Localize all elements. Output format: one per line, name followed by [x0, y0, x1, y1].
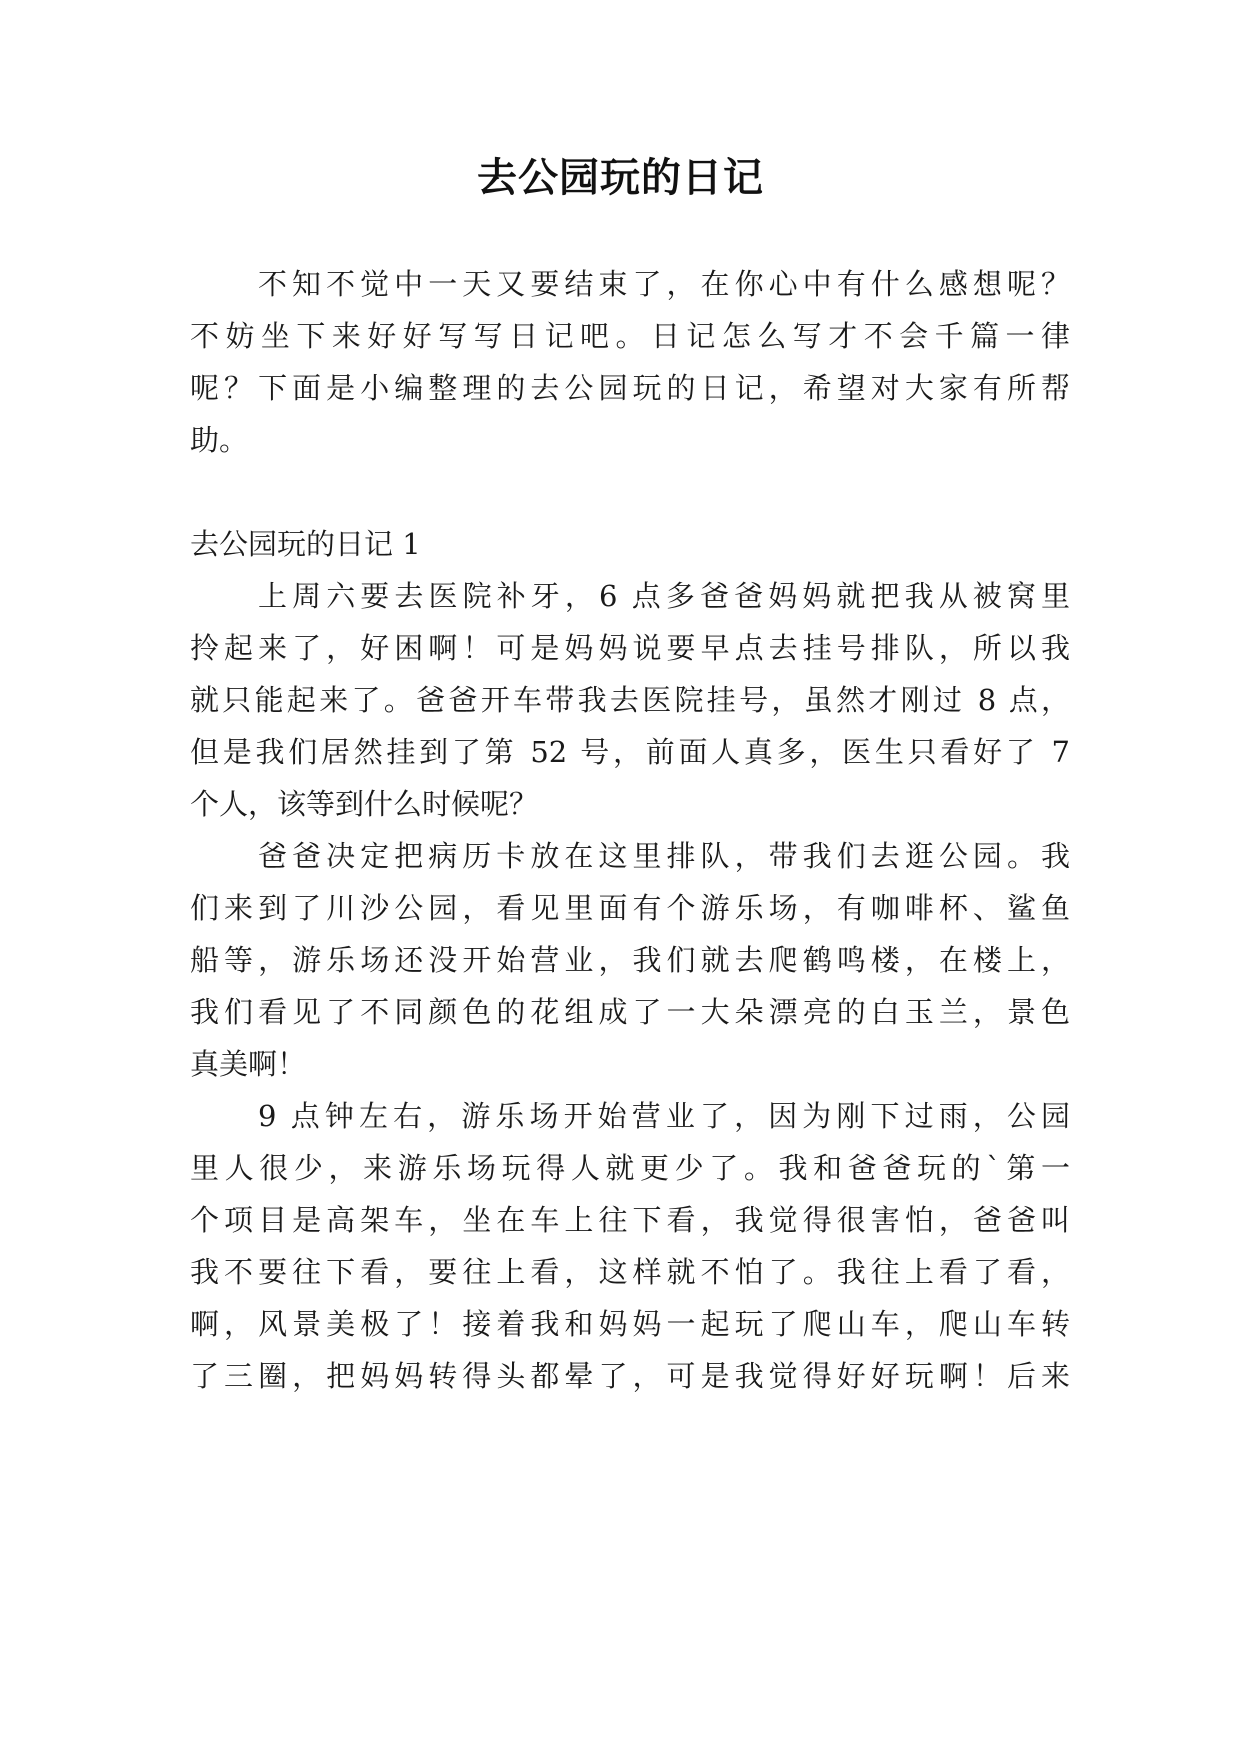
paragraph-line: 个项目是高架车，坐在车上往下看，我觉得很害怕，爸爸叫: [190, 1203, 1070, 1237]
paragraph-line: 我不要往下看，要往上看，这样就不怕了。我往上看了看，: [190, 1255, 1070, 1289]
paragraph-line: 9 点钟左右，游乐场开始营业了，因为刚下过雨，公园: [258, 1099, 1070, 1133]
paragraph-line: 爸爸决定把病历卡放在这里排队，带我们去逛公园。我: [258, 839, 1070, 873]
paragraph-line: 里人很少，来游乐场玩得人就更少了。我和爸爸玩的`第一: [190, 1151, 1070, 1185]
paragraph-line: 啊，风景美极了！接着我和妈妈一起玩了爬山车，爬山车转: [190, 1307, 1070, 1341]
paragraph-line: 们来到了川沙公园，看见里面有个游乐场，有咖啡杯、鲨鱼: [190, 891, 1070, 925]
paragraph-line: 真美啊！: [190, 1047, 307, 1081]
intro-line: 呢？下面是小编整理的去公园玩的日记，希望对大家有所帮: [190, 371, 1070, 405]
paragraph-line: 拎起来了，好困啊！可是妈妈说要早点去挂号排队，所以我: [190, 631, 1070, 665]
document-title: 去公园玩的日记: [477, 155, 764, 201]
paragraph-line: 个人，该等到什么时候呢？: [190, 787, 539, 821]
intro-line: 不妨坐下来好好写写日记吧。日记怎么写才不会千篇一律: [190, 319, 1070, 353]
paragraph-line: 我们看见了不同颜色的花组成了一大朵漂亮的白玉兰，景色: [190, 995, 1070, 1029]
paragraph-line: 就只能起来了。爸爸开车带我去医院挂号，虽然才刚过 8 点，: [190, 683, 1070, 717]
paragraph-line: 了三圈，把妈妈转得头都晕了，可是我觉得好好玩啊！后来: [190, 1359, 1070, 1393]
intro-line: 助。: [190, 423, 249, 457]
paragraph-line: 上周六要去医院补牙，6 点多爸爸妈妈就把我从被窝里: [258, 579, 1070, 613]
paragraph-line: 船等，游乐场还没开始营业，我们就去爬鹤鸣楼，在楼上，: [190, 943, 1070, 977]
paragraph-line: 但是我们居然挂到了第 52 号，前面人真多，医生只看好了 7: [190, 735, 1070, 769]
section-heading: 去公园玩的日记 1: [190, 527, 421, 561]
intro-line: 不知不觉中一天又要结束了，在你心中有什么感想呢？: [258, 267, 1070, 301]
